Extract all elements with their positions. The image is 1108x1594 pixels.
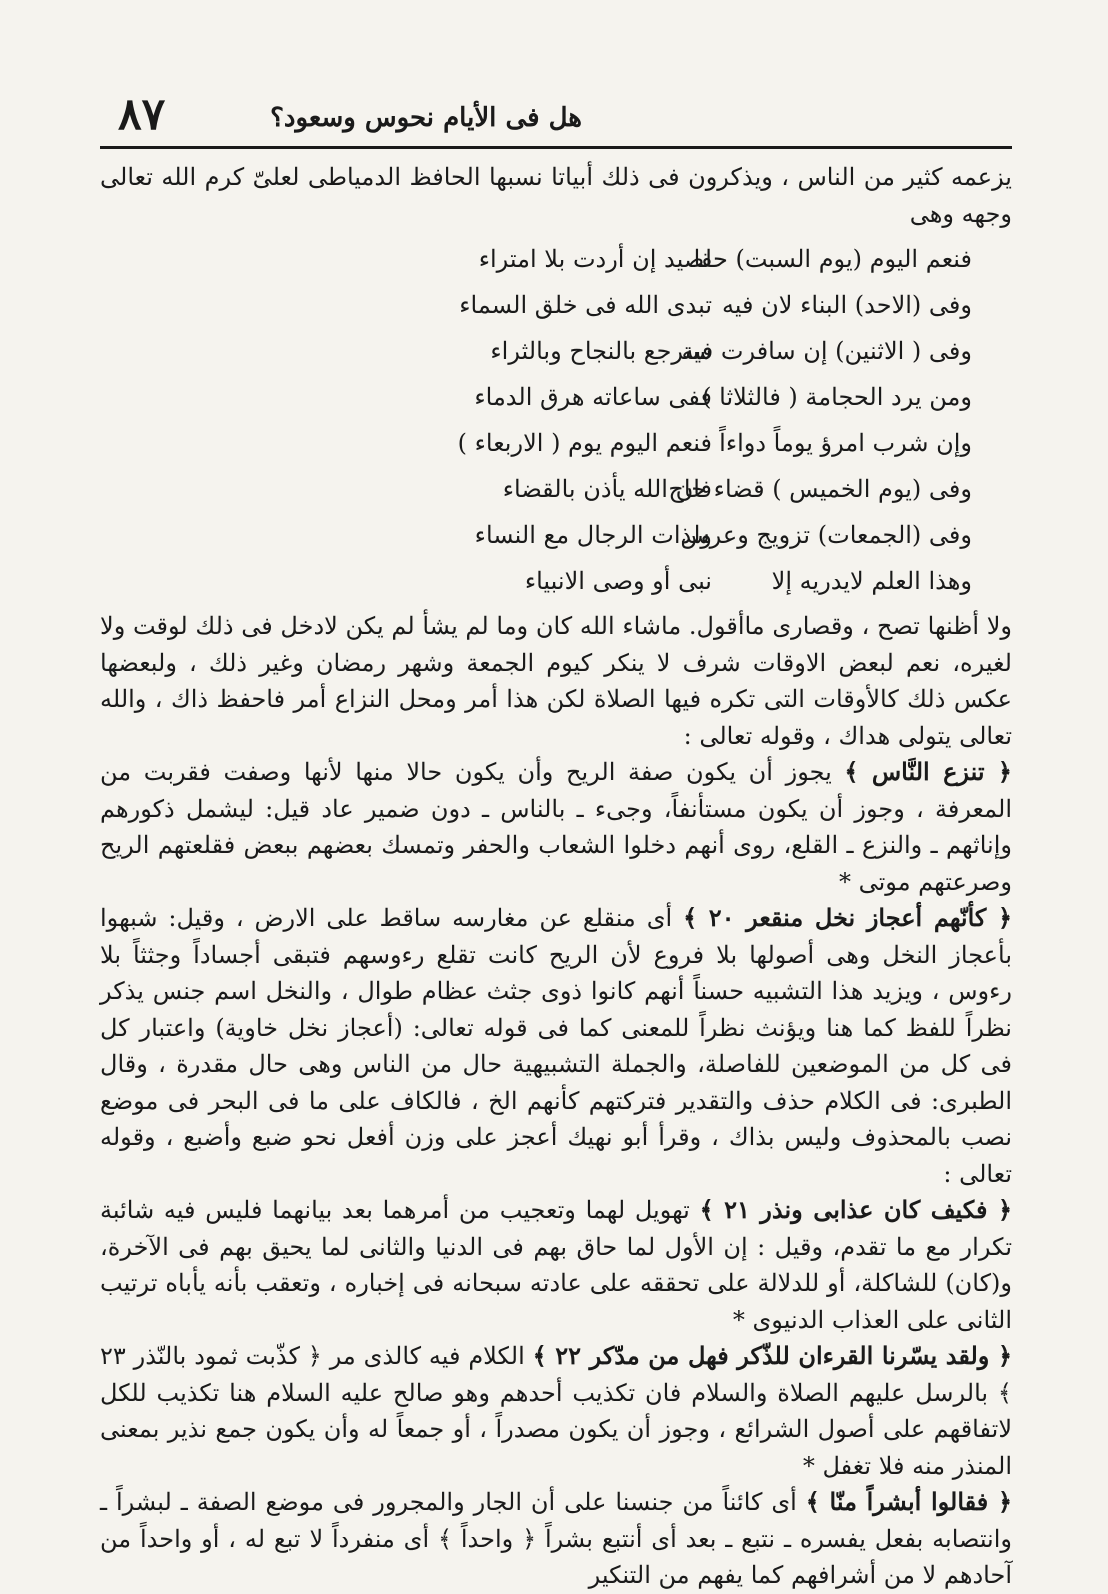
verse-first-hemistich: فنعم اليوم (يوم السبت) حقا (693, 245, 972, 273)
verse-second-hemistich: ولذات الرجال مع النساء (474, 521, 712, 549)
page-header (100, 90, 1012, 146)
commentary-paragraph (100, 754, 1012, 900)
quran-quote: ﴿ فقالوا أبشراً منّا ﴾ (805, 1487, 1013, 1516)
poem-verse (100, 420, 972, 466)
poem-verse (100, 466, 972, 512)
commentary-paragraph (100, 1484, 1012, 1594)
poem-verse (100, 512, 972, 558)
verse-second-hemistich: تبدى الله فى خلق السماء (459, 291, 712, 319)
quran-quote: ﴿ فكيف كان عذابى ونذر ٢١ ﴾ (699, 1195, 1013, 1224)
poem-verse (100, 282, 972, 328)
verse-first-hemistich: وهذا العلم لايدريه إلا (771, 567, 972, 595)
verse-second-hemistich: فان الله يأذن بالقضاء (502, 475, 712, 503)
poem-verse (100, 558, 972, 604)
page-body (100, 159, 1012, 1594)
commentary-text: أى منقلع عن مغارسه ساقط على الارض ، وقيل: شبهوا بأعجاز النخل وهى أصولها بلا فروع لأن الريح كانت تقلع رءوسهم فتبقى أجساداً وجثثاً بلا رءوس ، ويزيد هذا التشبيه حسناً أنهم كانوا ذوى جثث عظام طوال ، والنخل اسم جنس يذكر نظراً للفظ كما هنا ويؤنث نظراً للمعنى كما فى قوله تعالى: (أعجاز نخل خاوية) واعتبار كل فى كل من الموضعين للفاصلة، والجملة التشبيهية حال من الناس وهى حال مقدرة ، وقال الطبرى: فى الكلام حذف والتقدير فتركتهم كأنهم الخ ، فالكاف على ما فى البحر فى موضع نصب بالمحذوف وليس بذاك ، وقرأ أبو نهيك أعجز على وزن أفعل نحو ضبع وأضبع ، وقوله تعالى : (100, 904, 1012, 1188)
poem-verse (100, 374, 972, 420)
header-rule (100, 146, 1012, 149)
verse-first-hemistich: وفى ( الاثنين) إن سافرت فيه (681, 337, 972, 365)
commentary-text: الكلام فيه كالذى مر ﴿ كذّبت ثمود بالنّذر ٢٣ ﴾ بالرسل عليهم الصلاة والسلام فان تكذيب أحدهم وهو صالح عليه السلام هنا تكذيب للكل لاتفاقهم على أصول الشرائع ، وجوز أن يكون مصدراً ، أو جمعاً له وأن يكون جمع نذير بمعنى المنذر منه فلا تغفل * (100, 1342, 1013, 1480)
commentary-paragraph (100, 1338, 1012, 1484)
commentary-paragraph (100, 900, 1012, 1192)
quran-quote: ﴿ ولقد يسّرنا القرءان للذّكر فهل من مدّكر ٢٢ ﴾ (532, 1341, 1013, 1370)
commentary-paragraph (100, 608, 1012, 754)
commentary-text: يجوز أن يكون صفة الريح وأن يكون حالا منها لأنها وصفت فقربت من المعرفة ، وجوز أن يكون مستأنفاً، وجىء ـ بالناس ـ دون ضمير عاد قيل: ليشمل ذكورهم وإناثهم ـ والنزع ـ القلع، روى أنهم دخلوا الشعاب والحفر وتمسك بعضهم ببعض فقلعتهم الريح وصرعتهم موتى * (100, 758, 1012, 896)
commentary-text: تهويل لهما وتعجيب من أمرهما بعد بيانهما فليس فيه شائبة تكرار مع ما تقدم، وقيل : إن الأول لما حاق بهم فى الدنيا والثانى لما يحيق بهم فى الآخرة، و(كان) للشاكلة، أو للدلالة على تحققه على عادته سبحانه فى إخباره ، وتعقب بأنه يأباه ترتيب الثانى على العذاب الدنيوى * (100, 1196, 1012, 1334)
quran-quote: ﴿ كأنّهم أعجاز نخل منقعر ٢٠ ﴾ (683, 903, 1013, 932)
page-number: ٨٧ (118, 89, 166, 140)
verse-second-hemistich: فنعم اليوم يوم ( الاربعاء ) (457, 429, 712, 457)
verse-first-hemistich: وإن شرب امرؤ يوماً دواءاً (719, 429, 972, 457)
verse-second-hemistich: سترجع بالنجاح وبالثراء (490, 337, 712, 365)
poem-verse (100, 236, 972, 282)
commentary-text: أى كائناً من جنسنا على أن الجار والمجرور فى موضع الصفة ـ لبشراً ـ وانتصابه بفعل يفسره ـ نتبع ـ بعد أى أنتبع بشراً ﴿ واحداً ﴾ أى منفرداً لا تبع له ، أو واحداً من آحادهم لا من أشرافهم كما يفهم من التنكير (100, 1488, 1012, 1589)
verse-first-hemistich: ومن يرد الحجامة ( فالثلاثا ) (702, 383, 972, 411)
commentary-paragraph (100, 1192, 1012, 1338)
commentary-text: ولا أظنها تصح ، وقصارى ماأقول. ماشاء الله كان وما لم يشأ لم يكن لادخل فى ذلك لوقت ولا لغيره، نعم لبعض الاوقات شرف لا ينكر كيوم الجمعة وشهر رمضان وغير ذلك ، ولبعضها عكس ذلك كالأوقات التى تكره فيها الصلاة لكن هذا أمر ومحل النزاع أمر فاحفظ ذاك ، والله تعالى يتولى هداك ، وقوله تعالى : (100, 612, 1012, 750)
verse-first-hemistich: وفى (الجمعات) تزويج وعرس (680, 521, 972, 549)
verse-first-hemistich: وفى (يوم الخميس ) قضاء حاج (668, 475, 972, 503)
poem-verse (100, 328, 972, 374)
verse-first-hemistich: وفى (الاحد) البناء لان فيه (721, 291, 972, 319)
verse-second-hemistich: ففى ساعاته هرق الدماء (474, 383, 712, 411)
verse-second-hemistich: نبى أو وصى الانبياء (524, 567, 712, 595)
verse-second-hemistich: لصيد إن أردت بلا امتراء (478, 245, 712, 273)
running-title: هل فى الأيام نحوس وسعود؟ (270, 103, 582, 133)
poem (100, 236, 1012, 604)
quran-quote: ﴿ تنزع النَّاس ﴾ (844, 757, 1012, 786)
intro-paragraph: يزعمه كثير من الناس ، ويذكرون فى ذلك أبياتا نسبها الحافظ الدمياطى لعلىّ كرم الله تعالى وجهه وهى (100, 163, 1012, 228)
